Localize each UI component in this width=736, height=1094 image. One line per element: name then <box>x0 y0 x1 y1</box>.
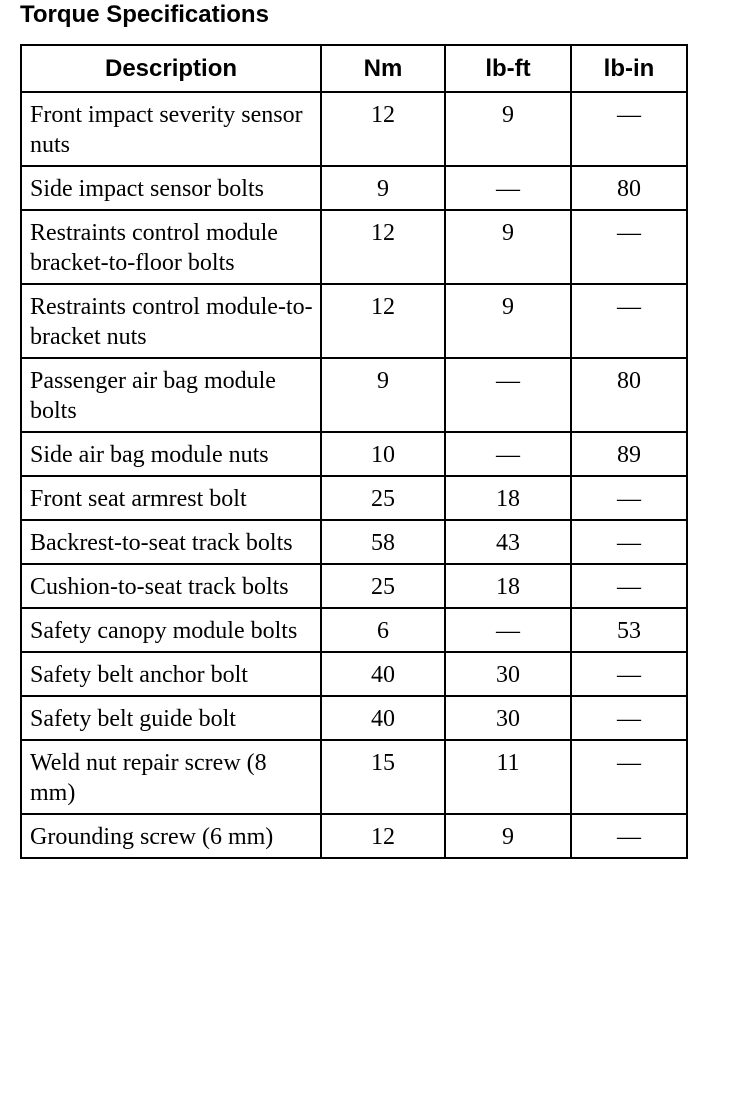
nm-cell: 12 <box>321 210 445 284</box>
lb-ft-cell: — <box>445 358 571 432</box>
lb-ft-cell: 18 <box>445 564 571 608</box>
column-header-description: Description <box>21 45 321 92</box>
description-cell: Backrest-to-seat track bolts <box>21 520 321 564</box>
description-cell: Grounding screw (6 mm) <box>21 814 321 858</box>
table-header-row <box>21 45 687 92</box>
lb-in-cell: — <box>571 740 687 814</box>
lb-in-cell: 89 <box>571 432 687 476</box>
table-row <box>21 432 687 476</box>
nm-cell: 10 <box>321 432 445 476</box>
description-cell: Passenger air bag module bolts <box>21 358 321 432</box>
lb-in-cell: — <box>571 284 687 358</box>
table-row <box>21 608 687 652</box>
nm-cell: 9 <box>321 358 445 432</box>
lb-in-cell: — <box>571 92 687 166</box>
description-cell: Side air bag module nuts <box>21 432 321 476</box>
nm-cell: 40 <box>321 652 445 696</box>
table-row <box>21 814 687 858</box>
lb-ft-cell: 9 <box>445 284 571 358</box>
column-header-nm: Nm <box>321 45 445 92</box>
lb-ft-cell: 9 <box>445 814 571 858</box>
lb-in-cell: — <box>571 476 687 520</box>
table-row <box>21 92 687 166</box>
column-header-lb-in: lb-in <box>571 45 687 92</box>
description-cell: Restraints control module bracket-to-floor bolts <box>21 210 321 284</box>
table-row <box>21 564 687 608</box>
description-cell: Safety belt guide bolt <box>21 696 321 740</box>
nm-cell: 6 <box>321 608 445 652</box>
description-cell: Cushion-to-seat track bolts <box>21 564 321 608</box>
table-row <box>21 696 687 740</box>
lb-ft-cell: 9 <box>445 210 571 284</box>
lb-in-cell: 53 <box>571 608 687 652</box>
nm-cell: 12 <box>321 92 445 166</box>
torque-spec-table <box>20 44 688 859</box>
lb-ft-cell: 43 <box>445 520 571 564</box>
lb-ft-cell: — <box>445 166 571 210</box>
nm-cell: 40 <box>321 696 445 740</box>
nm-cell: 12 <box>321 284 445 358</box>
table-row <box>21 652 687 696</box>
table-row <box>21 520 687 564</box>
lb-ft-cell: 18 <box>445 476 571 520</box>
column-header-lb-ft: lb-ft <box>445 45 571 92</box>
description-cell: Safety canopy module bolts <box>21 608 321 652</box>
nm-cell: 9 <box>321 166 445 210</box>
table-row <box>21 166 687 210</box>
description-cell: Front seat armrest bolt <box>21 476 321 520</box>
description-cell: Safety belt anchor bolt <box>21 652 321 696</box>
table-row <box>21 358 687 432</box>
nm-cell: 15 <box>321 740 445 814</box>
lb-in-cell: — <box>571 520 687 564</box>
lb-in-cell: — <box>571 814 687 858</box>
lb-ft-cell: — <box>445 432 571 476</box>
lb-ft-cell: — <box>445 608 571 652</box>
nm-cell: 25 <box>321 476 445 520</box>
lb-ft-cell: 30 <box>445 696 571 740</box>
table-row <box>21 740 687 814</box>
lb-in-cell: 80 <box>571 358 687 432</box>
lb-in-cell: — <box>571 652 687 696</box>
lb-ft-cell: 11 <box>445 740 571 814</box>
nm-cell: 58 <box>321 520 445 564</box>
description-cell: Front impact severity sensor nuts <box>21 92 321 166</box>
lb-ft-cell: 9 <box>445 92 571 166</box>
lb-in-cell: — <box>571 696 687 740</box>
table-row <box>21 210 687 284</box>
lb-in-cell: — <box>571 564 687 608</box>
nm-cell: 12 <box>321 814 445 858</box>
description-cell: Weld nut repair screw (8 mm) <box>21 740 321 814</box>
lb-in-cell: — <box>571 210 687 284</box>
table-row <box>21 284 687 358</box>
lb-ft-cell: 30 <box>445 652 571 696</box>
nm-cell: 25 <box>321 564 445 608</box>
lb-in-cell: 80 <box>571 166 687 210</box>
page-title: Torque Specifications <box>20 1 269 28</box>
table-row <box>21 476 687 520</box>
description-cell: Restraints control module-to-bracket nuts <box>21 284 321 358</box>
description-cell: Side impact sensor bolts <box>21 166 321 210</box>
